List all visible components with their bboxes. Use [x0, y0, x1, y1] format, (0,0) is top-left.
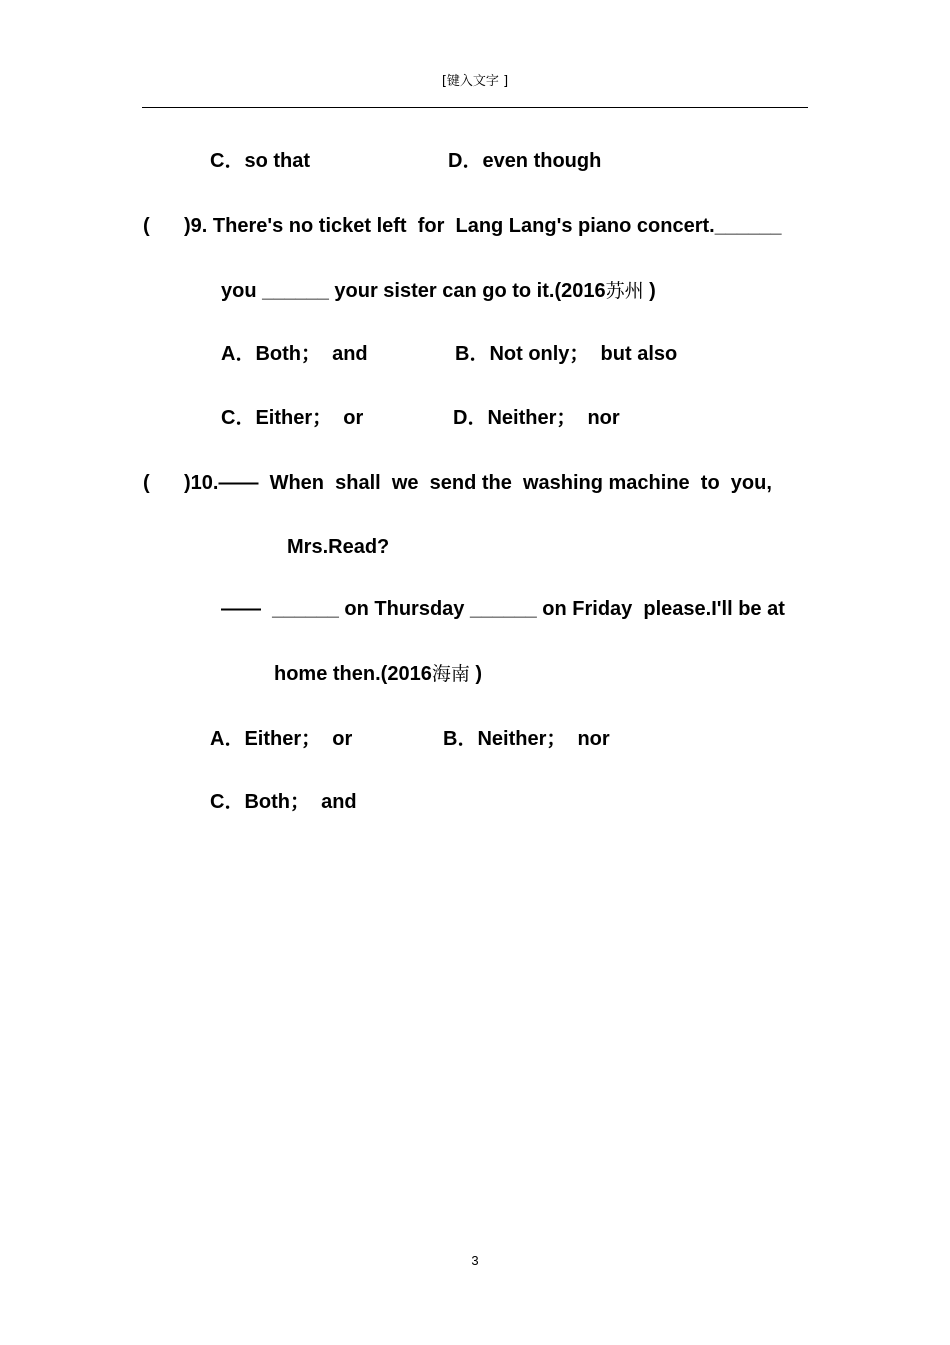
header-divider — [142, 107, 808, 108]
q8-option-d: D．even though — [448, 150, 602, 172]
q10-option-a: A．Either； or — [210, 728, 353, 750]
q10-stem-line-2: Mrs.Read? — [287, 536, 390, 558]
q9-stem-close: ) — [643, 280, 656, 302]
q10-option-c: C．Both； and — [210, 791, 357, 813]
q10-option-b: B．Neither； nor — [443, 728, 610, 750]
q10-source-city: 海南 — [431, 663, 470, 685]
q10-stem-line-1: )10.—— When shall we send the washing machine to you, — [184, 472, 772, 494]
q9-option-b: B．Not only； but also — [455, 343, 678, 365]
q10-answer-line-1: —— ______ on Thursday ______ on Friday please.I'll be at — [221, 598, 785, 620]
page-number: 3 — [471, 1253, 479, 1268]
q10-answer-line-2 — [274, 662, 482, 686]
q9-option-d: D．Neither； nor — [453, 407, 620, 429]
q9-option-a: A．Both； and — [221, 343, 368, 365]
q9-option-c: C．Either； or — [221, 407, 364, 429]
q9-paren: ( — [143, 215, 150, 237]
q8-option-c: C．so that — [210, 150, 310, 172]
q9-stem-line-2 — [221, 279, 656, 303]
page-header: [键入文字 ] — [441, 74, 509, 89]
q9-stem-line-1: )9. There's no ticket left for Lang Lang's piano concert.______ — [184, 215, 782, 237]
q10-answer-close: ) — [469, 663, 483, 685]
q10-answer-text: home then.(2016 — [274, 663, 432, 685]
q9-source-city: 苏州 — [605, 280, 644, 302]
q10-paren: ( — [143, 472, 150, 494]
q9-stem-text: you ______ your sister can go to it.(2016 — [221, 280, 606, 302]
